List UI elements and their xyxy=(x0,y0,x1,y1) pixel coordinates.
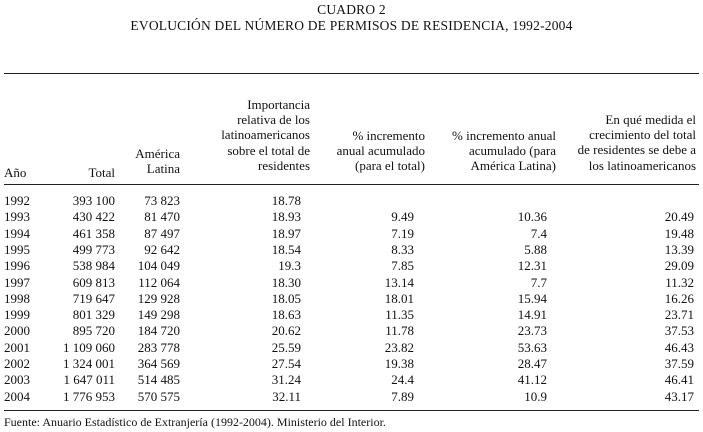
cell-increase-total: 19.38 xyxy=(384,356,414,371)
cell-latin-america: 514 485 xyxy=(137,372,180,388)
cell-total: 499 773 xyxy=(72,241,115,257)
table-title: EVOLUCIÓN DEL NÚMERO DE PERMISOS DE RESIDENCIA, 1992-2004 xyxy=(130,18,573,33)
cell-growth-share: 20.49 xyxy=(664,209,694,225)
header-year: Año xyxy=(4,165,27,180)
cell-year: 1996 xyxy=(4,258,30,274)
source-note: Fuente: Anuario Estadístico de Extranjería (1992-2004). Ministerio del Interior. xyxy=(4,415,386,429)
cell-total: 1 109 060 xyxy=(63,339,115,355)
cell-relative-importance: 25.59 xyxy=(271,339,301,355)
cell-increase-total: 7.85 xyxy=(391,258,414,274)
cell-increase-total: 8.33 xyxy=(391,241,414,257)
cell-increase-total: 24.4 xyxy=(391,372,414,388)
header-latin-america-line: América xyxy=(135,146,180,161)
header-line: crecimiento del total xyxy=(589,127,696,143)
cell-relative-importance: 18.30 xyxy=(271,274,301,290)
cell-relative-importance: 32.11 xyxy=(272,388,301,404)
cell-year: 1998 xyxy=(4,290,30,306)
header-line: % incremento xyxy=(352,128,425,143)
cell-increase-total: 9.49 xyxy=(391,209,414,225)
cell-total: 609 813 xyxy=(72,274,115,290)
header-rule xyxy=(4,184,699,185)
header-line: (para el total) xyxy=(354,158,425,174)
cell-relative-importance: 18.05 xyxy=(271,290,301,306)
cell-increase-total: 13.14 xyxy=(384,274,414,290)
cell-relative-importance: 18.54 xyxy=(271,241,301,257)
cell-increase-total: 11.78 xyxy=(385,323,414,339)
cell-total: 719 647 xyxy=(72,290,115,306)
cell-latin-america: 87 497 xyxy=(144,225,180,241)
header-line: residentes xyxy=(258,157,310,173)
header-latin-america-line: Latina xyxy=(146,161,180,177)
cell-increase-latin-america: 10.36 xyxy=(517,209,547,225)
header-increase-latin-america xyxy=(430,128,556,174)
header-line: Importancia xyxy=(247,97,310,112)
cell-total: 1 776 953 xyxy=(63,388,115,404)
cell-relative-importance: 18.93 xyxy=(271,209,301,225)
header-increase-total xyxy=(310,128,425,174)
cell-growth-share: 13.39 xyxy=(664,241,694,257)
cell-increase-latin-america: 12.31 xyxy=(517,258,547,274)
cell-growth-share: 29.09 xyxy=(664,258,694,274)
cell-increase-total: 11.35 xyxy=(385,307,414,323)
cell-total: 461 358 xyxy=(72,225,115,241)
header-line: % incremento anual xyxy=(452,128,556,143)
top-rule xyxy=(4,73,699,74)
cell-latin-america: 149 298 xyxy=(137,307,180,323)
cell-total: 1 647 011 xyxy=(63,372,115,388)
cell-latin-america: 184 720 xyxy=(137,323,180,339)
cell-increase-latin-america: 7.7 xyxy=(530,274,547,290)
cell-latin-america: 81 470 xyxy=(144,209,180,225)
bottom-rule xyxy=(4,410,699,411)
cell-year: 2001 xyxy=(4,339,30,355)
header-total: Total xyxy=(88,165,115,180)
cell-latin-america: 92 642 xyxy=(144,241,180,257)
cell-relative-importance: 18.78 xyxy=(271,193,301,208)
cell-growth-share: 16.26 xyxy=(664,290,694,306)
cell-growth-share: 43.17 xyxy=(664,388,694,404)
cell-growth-share: 37.53 xyxy=(664,323,694,339)
cell-total: 1 324 001 xyxy=(63,356,115,371)
cell-increase-latin-america: 28.47 xyxy=(517,356,547,371)
cell-latin-america: 283 778 xyxy=(137,339,180,355)
cell-year: 1994 xyxy=(4,225,30,241)
cell-year: 2000 xyxy=(4,323,30,339)
cell-increase-total: 7.89 xyxy=(391,388,414,404)
cell-increase-total: 18.01 xyxy=(384,290,414,306)
cell-growth-share: 11.32 xyxy=(665,274,694,290)
cell-increase-latin-america: 15.94 xyxy=(517,290,547,306)
cell-increase-total: 7.19 xyxy=(391,225,414,241)
cell-growth-share: 23.71 xyxy=(664,307,694,323)
cell-total: 430 422 xyxy=(72,209,115,225)
header-line: anual acumulado xyxy=(336,143,425,159)
cell-year: 2004 xyxy=(4,388,30,404)
header-line: América Latina) xyxy=(470,158,556,174)
header-line: latinoamericanos xyxy=(221,127,310,143)
cell-growth-share: 46.41 xyxy=(664,372,694,388)
cell-total: 895 720 xyxy=(72,323,115,339)
header-line: relativa de los xyxy=(237,112,310,128)
cell-year: 1993 xyxy=(4,209,30,225)
cell-total: 538 984 xyxy=(72,258,115,274)
header-line: los latinoamericanos xyxy=(588,157,696,173)
cell-relative-importance: 18.97 xyxy=(271,225,301,241)
cell-year: 2003 xyxy=(4,372,30,388)
table-number: CUADRO 2 xyxy=(317,2,386,17)
cell-relative-importance: 19.3 xyxy=(278,258,301,274)
cell-year: 1997 xyxy=(4,274,30,290)
cell-latin-america: 570 575 xyxy=(137,388,180,404)
cell-increase-latin-america: 10.9 xyxy=(524,388,547,404)
header-latin-america xyxy=(120,146,180,176)
cell-increase-latin-america: 41.12 xyxy=(517,372,547,388)
header-line: sobre el total de xyxy=(227,142,310,158)
header-relative-importance xyxy=(190,97,310,173)
cell-year: 1992 xyxy=(4,193,30,208)
cell-year: 1999 xyxy=(4,307,30,323)
cell-latin-america: 73 823 xyxy=(144,193,180,208)
cell-growth-share: 46.43 xyxy=(664,339,694,355)
header-line: de residentes se debe a xyxy=(577,142,696,158)
cell-relative-importance: 27.54 xyxy=(271,356,301,371)
cell-latin-america: 129 928 xyxy=(137,290,180,306)
cell-increase-total: 23.82 xyxy=(384,339,414,355)
cell-growth-share: 37.59 xyxy=(664,356,694,371)
cell-total: 393 100 xyxy=(72,193,115,208)
cell-relative-importance: 18.63 xyxy=(271,307,301,323)
cell-increase-latin-america: 14.91 xyxy=(517,307,547,323)
cell-increase-latin-america: 53.63 xyxy=(517,339,547,355)
cell-relative-importance: 20.62 xyxy=(271,323,301,339)
cell-latin-america: 364 569 xyxy=(137,356,180,371)
header-line: acumulado (para xyxy=(469,143,556,159)
cell-increase-latin-america: 7.4 xyxy=(530,225,547,241)
cell-increase-latin-america: 23.73 xyxy=(517,323,547,339)
cell-increase-latin-america: 5.88 xyxy=(524,241,547,257)
cell-latin-america: 104 049 xyxy=(137,258,180,274)
cell-year: 1995 xyxy=(4,241,30,257)
header-growth-share xyxy=(560,112,696,173)
cell-total: 801 329 xyxy=(72,307,115,323)
cell-latin-america: 112 064 xyxy=(138,274,180,290)
cell-year: 2002 xyxy=(4,356,30,371)
cell-relative-importance: 31.24 xyxy=(271,372,301,388)
cell-growth-share: 19.48 xyxy=(664,225,694,241)
header-line: En qué medida el xyxy=(605,112,696,127)
